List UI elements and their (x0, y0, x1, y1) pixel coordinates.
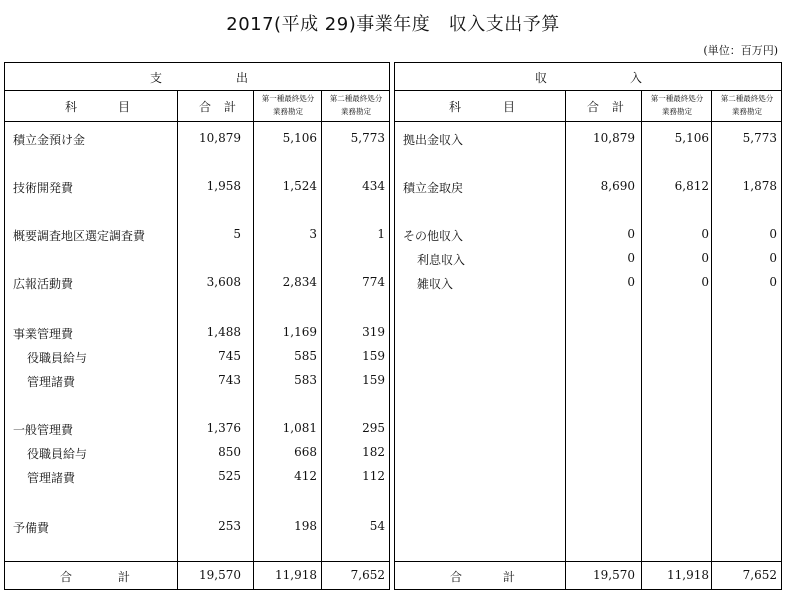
budget-table (4, 62, 782, 590)
row-label: 予備費 (13, 521, 50, 535)
row-label: 拠出金収入 (403, 133, 464, 147)
row-total: 0 (627, 251, 635, 265)
col-total-char1: 合 (199, 100, 212, 114)
row-acct1: 583 (294, 373, 317, 387)
row-label: 役職員給与 (27, 447, 88, 461)
row-acct2: 5,773 (742, 131, 777, 145)
revenue-total-row (395, 561, 781, 589)
row-acct2: 159 (362, 349, 385, 363)
total-acct1: 11,918 (667, 568, 709, 582)
col-total-char2: 計 (224, 100, 237, 114)
row-label: 積立金預け金 (13, 133, 86, 147)
expenditure-column-headers (5, 90, 389, 122)
row-label: 役職員給与 (27, 351, 88, 365)
row-total: 1,488 (206, 325, 241, 339)
row-total: 10,879 (199, 131, 241, 145)
col-acct2-line2: 業務勘定 (732, 107, 762, 116)
row-acct2: 182 (362, 445, 385, 459)
col-subject-char1: 科 (65, 100, 78, 114)
row-acct2: 295 (362, 421, 385, 435)
row-acct2: 0 (769, 275, 777, 289)
total-label-char1: 合 (450, 570, 463, 584)
row-acct1: 1,169 (282, 325, 317, 339)
col-subject-char2: 目 (503, 100, 516, 114)
expenditure-header (5, 63, 389, 91)
col-acct1-line2: 業務勘定 (273, 107, 303, 116)
row-acct1: 5,106 (282, 131, 317, 145)
row-acct1: 1,081 (282, 421, 317, 435)
row-acct1: 3 (309, 227, 317, 241)
col-subject-char1: 科 (449, 100, 462, 114)
row-acct2: 5,773 (350, 131, 385, 145)
col-acct2-line1: 第二種最終処分 (329, 94, 383, 103)
revenue-panel (394, 62, 782, 590)
page-title: 2017(平成 29)事業年度 収入支出予算 (226, 14, 560, 35)
col-acct2-line1: 第二種最終処分 (720, 94, 774, 103)
row-total: 10,879 (593, 131, 635, 145)
row-total: 1,958 (206, 179, 241, 193)
row-acct2: 0 (769, 227, 777, 241)
row-acct1: 1,524 (282, 179, 317, 193)
row-acct2: 319 (362, 325, 385, 339)
revenue-header (395, 63, 781, 91)
row-acct2: 1,878 (742, 179, 777, 193)
total-label-char1: 合 (60, 570, 73, 584)
row-total: 1,376 (206, 421, 241, 435)
col-acct1-line1: 第一種最終処分 (650, 94, 704, 103)
row-label: 概要調査地区選定調査費 (13, 229, 146, 243)
total-value: 19,570 (199, 568, 241, 582)
row-acct2: 54 (369, 519, 385, 533)
row-label: 雑収入 (417, 277, 454, 291)
row-label: 広報活動費 (13, 277, 74, 291)
row-total: 5 (233, 227, 241, 241)
row-acct1: 6,812 (674, 179, 709, 193)
row-label: 一般管理費 (13, 423, 74, 437)
row-acct2: 774 (362, 275, 385, 289)
col-acct1-line1: 第一種最終処分 (261, 94, 315, 103)
row-total: 525 (218, 469, 241, 483)
row-total: 850 (218, 445, 241, 459)
row-total: 743 (218, 373, 241, 387)
row-label: その他収入 (403, 229, 464, 243)
total-label-char2: 計 (503, 570, 516, 584)
total-acct2: 7,652 (350, 568, 385, 582)
col-total-char1: 合 (587, 100, 600, 114)
row-acct2: 0 (769, 251, 777, 265)
row-acct1: 0 (701, 275, 709, 289)
row-acct1: 412 (294, 469, 317, 483)
row-acct2: 1 (377, 227, 385, 241)
row-acct2: 434 (362, 179, 385, 193)
row-label: 管理諸費 (27, 375, 76, 389)
row-acct2: 112 (362, 469, 385, 483)
expenditure-header-char2: 出 (236, 71, 249, 85)
total-acct1: 11,918 (275, 568, 317, 582)
col-subject-char2: 目 (118, 100, 131, 114)
total-acct2: 7,652 (742, 568, 777, 582)
col-total-char2: 計 (612, 100, 625, 114)
row-label: 管理諸費 (27, 471, 76, 485)
row-acct1: 2,834 (282, 275, 317, 289)
row-acct1: 0 (701, 227, 709, 241)
revenue-header-char2: 入 (630, 71, 643, 85)
row-acct1: 668 (294, 445, 317, 459)
row-label: 事業管理費 (13, 327, 74, 341)
row-total: 253 (218, 519, 241, 533)
row-total: 8,690 (600, 179, 635, 193)
row-total: 0 (627, 227, 635, 241)
total-label-char2: 計 (118, 570, 131, 584)
col-acct2-line2: 業務勘定 (341, 107, 371, 116)
revenue-column-headers (395, 90, 781, 122)
expenditure-total-row (5, 561, 389, 589)
revenue-header-char1: 収 (535, 71, 548, 85)
row-acct1: 0 (701, 251, 709, 265)
col-acct1-line2: 業務勘定 (662, 107, 692, 116)
row-total: 0 (627, 275, 635, 289)
unit-label: (単位：百万円) (703, 44, 778, 57)
expenditure-panel (4, 62, 390, 590)
row-label: 積立金取戻 (403, 181, 464, 195)
row-acct1: 198 (294, 519, 317, 533)
row-acct2: 159 (362, 373, 385, 387)
row-label: 利息収入 (417, 253, 466, 267)
row-total: 745 (218, 349, 241, 363)
row-label: 技術開発費 (13, 181, 74, 195)
row-acct1: 585 (294, 349, 317, 363)
row-acct1: 5,106 (674, 131, 709, 145)
expenditure-header-char1: 支 (150, 71, 163, 85)
row-total: 3,608 (206, 275, 241, 289)
total-value: 19,570 (593, 568, 635, 582)
